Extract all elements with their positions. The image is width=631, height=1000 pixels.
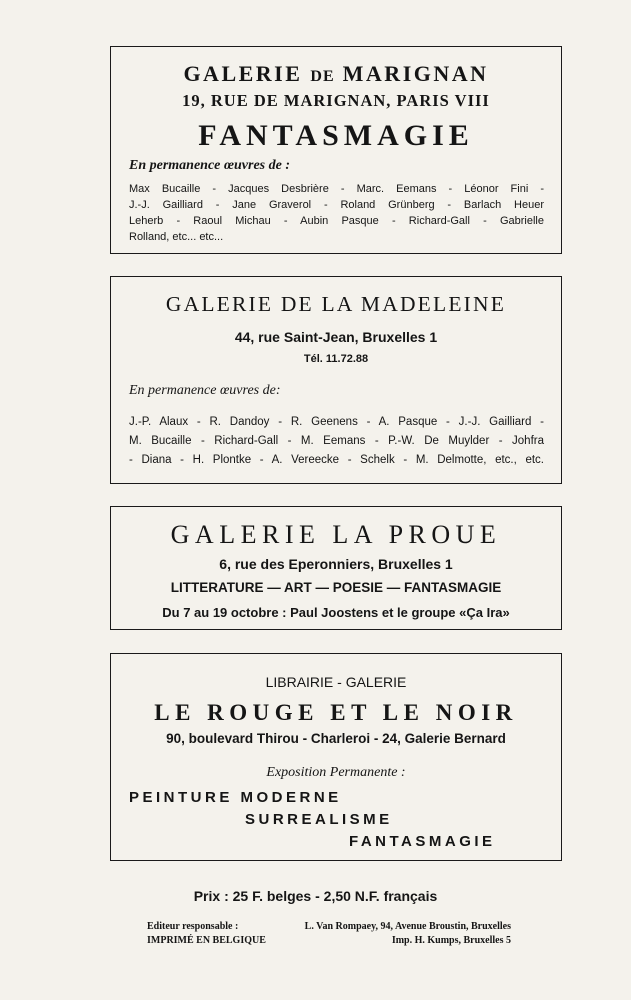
- ad-galerie-madeleine: [110, 276, 562, 484]
- artist-line: Rolland, etc... etc...: [129, 231, 224, 243]
- gallery-address: 19, RUE DE MARIGNAN, PARIS VIII: [182, 91, 490, 110]
- publisher-line: [147, 921, 511, 932]
- gallery-themes: LITTERATURE — ART — POESIE — FANTASMAGIE: [170, 580, 502, 595]
- ad-galerie-marignan: [110, 46, 562, 254]
- artist-line: - Diana - H. Plontke - A. Vereecke - Schelk - M. Delmotte, etc., etc.: [129, 454, 544, 466]
- exhibit-word: SURREALISME: [245, 811, 393, 828]
- exhibit-word: FANTASMAGIE: [349, 833, 496, 850]
- ad-le-rouge-et-le-noir: [110, 653, 562, 861]
- publisher-label: Editeur responsable :: [147, 921, 239, 932]
- exposition-label: Exposition Permanente :: [266, 765, 406, 780]
- gallery-pretitle: LIBRAIRIE - GALERIE: [265, 674, 407, 690]
- gallery-name: FANTASMAGIE: [198, 119, 474, 152]
- gallery-exhibition: Du 7 au 19 octobre : Paul Joostens et le groupe «Ça Ira»: [162, 605, 510, 620]
- gallery-title: GALERIE DE LA MADELEINE: [165, 292, 507, 316]
- gallery-address: 44, rue Saint-Jean, Bruxelles 1: [234, 329, 438, 345]
- printed-in: IMPRIMÉ EN BELGIQUE: [147, 935, 266, 946]
- price-line: Prix : 25 F. belges - 2,50 N.F. français: [193, 888, 438, 904]
- artist-line: M. Bucaille - Richard-Gall - M. Eemans - P.-W. De Muylder - Johfra: [129, 435, 544, 447]
- permanence-label: En permanence œuvres de:: [129, 383, 281, 398]
- permanence-label: En permanence œuvres de :: [129, 158, 290, 173]
- printer-name: Imp. H. Kumps, Bruxelles 5: [391, 935, 511, 946]
- gallery-address: 90, boulevard Thirou - Charleroi - 24, Galerie Bernard: [166, 731, 506, 746]
- artist-line: J.-J. Gailliard - Jane Graverol - Roland Grünberg - Barlach Heuer: [129, 199, 544, 211]
- printer-line: [147, 935, 511, 946]
- exhibit-word: PEINTURE MODERNE: [129, 789, 342, 806]
- artist-line: Leherb - Raoul Michau - Aubin Pasque - Richard-Gall - Gabrielle: [129, 215, 544, 227]
- gallery-phone: Tél. 11.72.88: [303, 353, 369, 365]
- gallery-title: GALERIE LA PROUE: [170, 520, 502, 549]
- publisher-name: L. Van Rompaey, 94, Avenue Broustin, Bruxelles: [304, 921, 511, 932]
- gallery-title: LE ROUGE ET LE NOIR: [154, 700, 518, 725]
- gallery-title: GALERIE DE MARIGNAN: [183, 61, 489, 86]
- artist-line: J.-P. Alaux - R. Dandoy - R. Geenens - A. Pasque - J.-J. Gailliard -: [129, 416, 544, 428]
- ad-galerie-la-proue: [110, 506, 562, 630]
- artist-line: Max Bucaille - Jacques Desbrière - Marc. Eemans - Léonor Fini -: [129, 183, 544, 195]
- gallery-address: 6, rue des Eperonniers, Bruxelles 1: [219, 556, 453, 572]
